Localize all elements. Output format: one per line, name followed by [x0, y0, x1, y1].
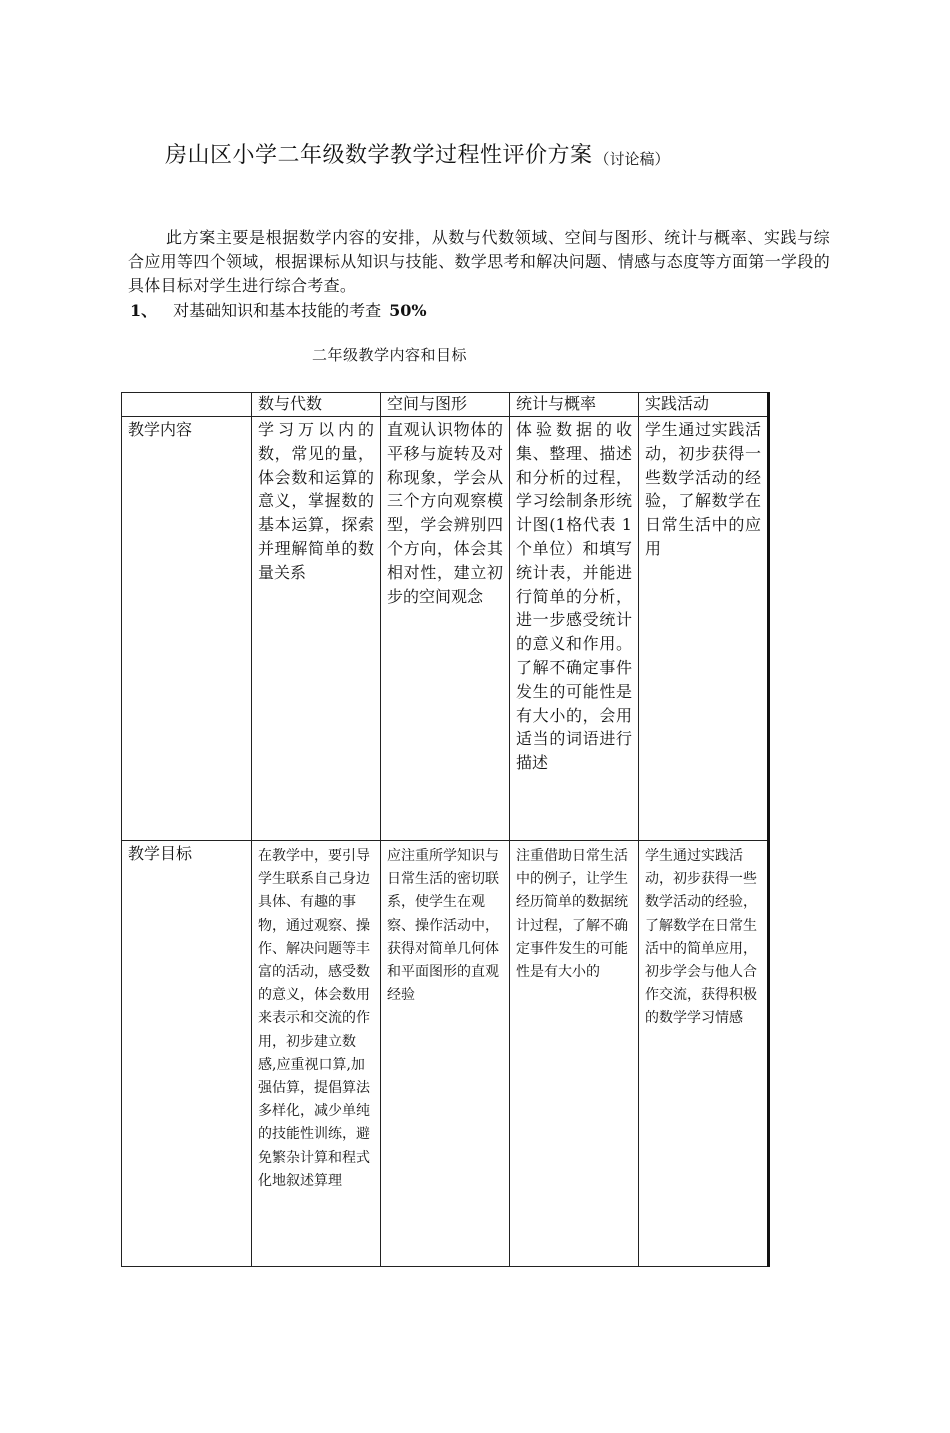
row-label-goals: 教学目标 [122, 841, 252, 1267]
table-row [122, 417, 769, 841]
section-percent: 50% [389, 301, 427, 320]
header-cell-number-algebra: 数与代数 [252, 393, 381, 417]
table-cell: 应注重所学知识与日常生活的密切联系，使学生在观察、操作活动中，获得对简单几何体和平面图形的直观经验 [381, 841, 510, 1267]
header-cell-space-shape: 空间与图形 [381, 393, 510, 417]
intro-paragraph: 此方案主要是根据数学内容的安排，从数与代数领域、空间与图形、统计与概率、实践与综合应用等四个领域，根据课标从知识与技能、数学思考和解决问题、情感与态度等方面第一学段的具体目标对学生进行综合考查。 [128, 228, 830, 295]
header-cell-corner [122, 393, 252, 417]
document-title: 房山区小学二年级数学教学过程性评价方案 [165, 143, 593, 168]
table-cell: 注重借助日常生活中的例子，让学生经历简单的数据统计过程，了解不确定事件发生的可能性是有大小的 [510, 841, 639, 1267]
header-cell-practice: 实践活动 [639, 393, 769, 417]
table-cell: 体验数据的收集、整理、描述和分析的过程，学习绘制条形统计图(1格代表 1 个单位）和填写统计表，并能进行简单的分析，进一步感受统计的意义和作用。了解不确定事件发生的可能性是有大小的，会用适当的词语进行描述 [510, 417, 639, 841]
table-row [122, 841, 769, 1267]
table-caption: 二年级教学内容和目标 [312, 346, 468, 364]
row-label-content: 教学内容 [122, 417, 252, 841]
table-cell: 在教学中，要引导学生联系自己身边具体、有趣的事物，通过观察、操作、解决问题等丰富的活动，感受数的意义，体会数用来表示和交流的作用，初步建立数感,应重视口算,加强估算，提倡算法多样化，减少单纯的技能性训练，避免繁杂计算和程式化地叙述算理 [252, 841, 381, 1267]
document-heading [165, 138, 670, 169]
section-number: 1、 [130, 301, 158, 320]
section-heading [130, 298, 427, 321]
table-cell: 学生通过实践活动，初步获得一些数学活动的经验，了解数学在日常生活中的简单应用，初步学会与他人合作交流，获得积极的数学学习情感 [639, 841, 769, 1267]
table-cell: 直观认识物体的平移与旋转及对称现象，学会从三个方向观察模型，学会辨别四个方向，体会其相对性，建立初步的空间观念 [381, 417, 510, 841]
content-table [121, 392, 770, 1267]
document-subtitle: （讨论稿） [594, 150, 670, 168]
header-cell-statistics: 统计与概率 [510, 393, 639, 417]
table-header-row [122, 393, 769, 417]
table-cell: 学生通过实践活动，初步获得一些数学活动的经验，了解数学在日常生活中的应用 [639, 417, 769, 841]
section-text: 对基础知识和基本技能的考查 [173, 301, 382, 320]
table-cell: 学习万以内的数，常见的量，体会数和运算的意义，掌握数的基本运算，探索并理解简单的数量关系 [252, 417, 381, 841]
